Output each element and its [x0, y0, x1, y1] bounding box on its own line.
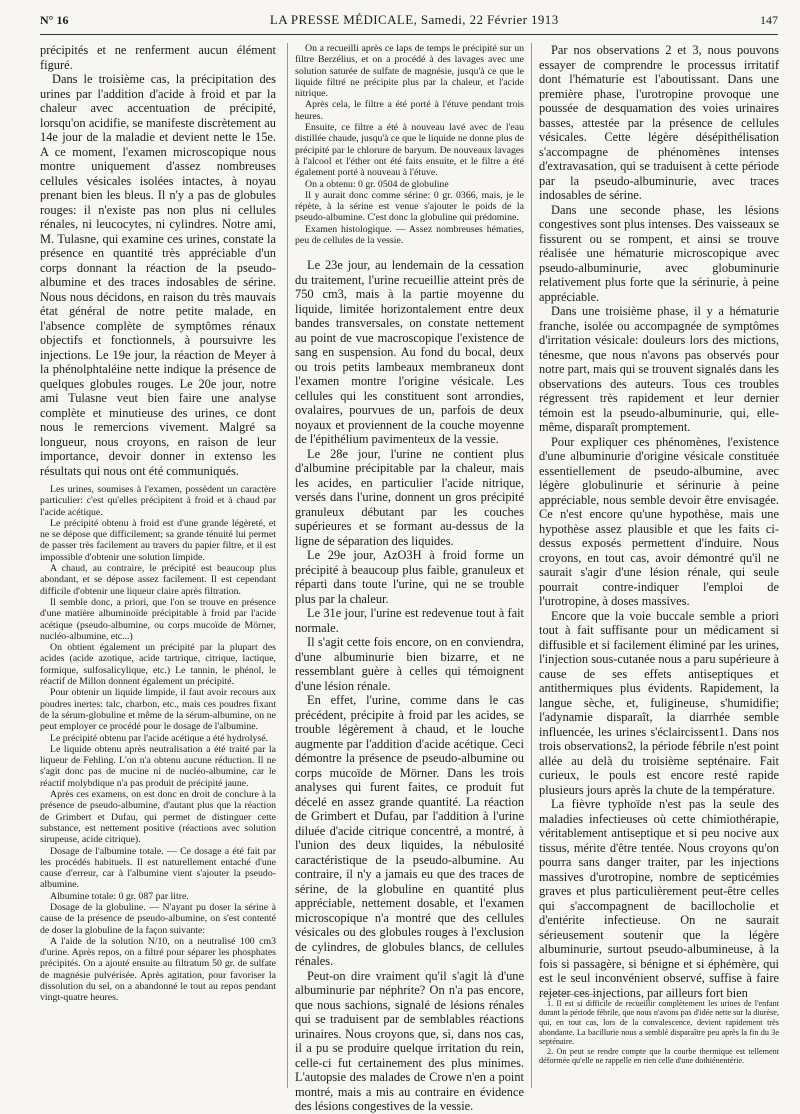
footnote: 1. Il est si difficile de recueillir complètement les urines de l'enfant durant la période fébrile, que nous n'avons pas d'idée nette sur la diurèse, qui, en tout cas, lors de la convalescence, devient rapidement très abondante. La bacillurie nous a semblé disparaître peu après la fin du 3e septénaire. [539, 998, 779, 1047]
footnote: 2. On peut se rendre compte que la courbe thermique est tellement déformée qu'elle ne rappelle en rien celle d'une dothiénentérie. [539, 1046, 779, 1066]
columns [40, 43, 779, 1114]
paragraph: Encore que la voie buccale semble a priori tout à fait suffisante pour un médicament si diffusible et si facilement éliminé par les urines, l'injection sous-cutanée nous a paru supérieure à cause de ses effets antiseptiques et antithermiques plus évidents. Rapidement, la langue sèche, et, fuligineuse, s'humidifie; l'adynamie disparaît, la diarrhée semble influencée, les urines s'éclaircissent1. Dans nos trois observations2, la période fébrile n'est point allée au delà du troisième septénaire. Fait curieux, le pouls est encore resté rapide plusieurs jours après la chute de la température. [539, 608, 779, 797]
small-paragraph: Après cela, le filtre a été porté à l'étuve pendant trois heures. [295, 99, 524, 122]
small-paragraph: Examen histologique. — Assez nombreuses hématies, peu de cellules de la vessie. [295, 223, 524, 247]
footnotes [539, 988, 779, 1066]
paragraph: Pour expliquer ces phénomènes, l'existence d'une albuminurie d'origine vésicale constituée essentiellement de pseudo-albumine, avec légère globulinurie et sérinurie à peine appréciable, nous semble devoir être envisagée. Ce n'est encore qu'une hypothèse, mais une hypothèse assez plausible et que les faits ci-dessus exposés permettent d'induire. Nous croyons, en tout cas, avoir démontré qu'il ne saurait s'agir d'une lésion rénale, qui seule pourrait contre-indiquer l'emploi de l'urotropine, à doses massives. [539, 434, 779, 608]
paragraph: Dans une troisième phase, il y a hématurie franche, isolée ou accompagnée de symptômes d'irritation vésicale: douleurs lors des mictions, ténesme, que nous n'avons pas observés pour notre part, mais qui se trouvent signalés dans les observations des auteurs. Tous ces troubles régressent très rapidement et leur dernier témoin est la pseudo-albuminurie, qui, elle-même, disparaît promptement. [539, 304, 779, 434]
small-paragraph: Ensuite, ce filtre a été à nouveau lavé avec de l'eau distillée chaude, jusqu'à ce que le liquide ne donne plus de précipité par le chlorure de baryum. De nouveaux lavages à l'alcool et l'éther ont été faits ensuite, et le filtre a été également porté à nouveau à l'étuve. [295, 122, 524, 179]
column-2 [287, 43, 524, 1114]
paragraph: En effet, l'urine, comme dans le cas précédent, précipite à froid par les acides, se trouble légèrement à chaud, et le louche augmente par l'addition d'acide acétique. Ceci démontre la présence de pseudo-albumine ou corps mucoïde de Mörner. Dans les trois analyses qui furent faites, ce produit fut décelé en assez grande quantité. La réaction de Grimbert et Dufau, par l'addition à l'urine diluée d'acide citrique concentré, a montré, à l'union des deux liquides, la nébulosité caractéristique de la pseudo-albumine. Au contraire, il n'y a jamais eu que des traces de sérine, de la globuline en quantité plus appréciable, nettement dosable, et l'examen microscopique n'a montré que des cellules vésicales ou des globules rouges à l'exclusion de cylindres, de globules blancs, de cellules rénales. [295, 693, 524, 969]
small-paragraph: Après ces examens, on est donc en droit de conclure à la présence de pseudo-albumine, d'autant plus que la réaction de Grimbert et Dufau, qui permet de distinguer cette substance, est nettement positive (réactions avec solution sirupeuse, acide citrique). [40, 789, 276, 846]
small-paragraph: A chaud, au contraire, le précipité est beaucoup plus abondant, et se dépose assez facilement. Il est cependant difficile d'obtenir une liqueur claire après filtration. [40, 563, 276, 597]
paragraph: Le 29e jour, AzO3H à froid forme un précipité à beaucoup plus faible, granuleux et réparti dans toute l'urine, qui ne se trouble plus par la chaleur. [295, 548, 524, 606]
paragraph: Par nos observations 2 et 3, nous pouvons essayer de comprendre le processus irritatif dont l'hématurie est l'aboutissant. Dans une première phase, l'urotropine provoque une poussée de desquamation des voies urinaires basses, attestée par la présence de cellules vésicales. Cette légère désépithélisation s'accompagne de phénomènes intenses d'extravasation, qui se traduisent à cette période par la pseudo-albuminurie, avec traces indosables de sérine. [539, 43, 779, 202]
lab-report-continued [295, 43, 524, 246]
small-paragraph: Dosage de la globuline. — N'ayant pu doser la sérine à cause de la présence de pseudo-albumine, on s'est contenté de doser la globuline de la façon suivante: [40, 901, 276, 936]
small-paragraph: Il semble donc, a priori, que l'on se trouve en présence d'une matière albuminoïde précipitable à froid par l'acide acétique (pseudo-albumine, ou corps mucoïde de Mörner, nucléo-albumine, etc...) [40, 596, 276, 642]
journal-title: LA PRESSE MÉDICALE, Samedi, 22 Février 1913 [269, 12, 559, 27]
small-paragraph: Le précipité obtenu par l'acide acétique a été hydrolysé. [50, 732, 269, 744]
paragraph: Le 23e jour, au lendemain de la cessation du traitement, l'urine recueillie atteint près de 750 cm3, mais à la partie moyenne du liquide, limitée horizontalement entre deux bandes transversales, on constate nettement au point de vue macroscopique l'existence de sang en suspension. Au fond du bocal, deux ou trois petits lambeaux membraneux dont l'examen montre l'origine vésicale. Les cellules qui les constituent sont arrondies, ovalaires, pourvues de un, parfois de deux noyaux et proviennent de la couche moyenne de l'épithélium pavimenteux de la vessie. [295, 258, 524, 447]
small-paragraph: A l'aide de la solution N/10, on a neutralisé 100 cm3 d'urine. Après repos, on a filtré pour séparer les phosphates précipités. On a ajouté ensuite au filtratum 50 gr. de sulfate de magnésie pulvérisée. Après agitation, pour favoriser la dissolution du sel, on a abandonné le tout au repos pendant vingt-quatre heures. [40, 935, 276, 1004]
small-paragraph: Albumine totale: 0 gr. 087 par litre. [50, 890, 189, 902]
footnote-divider [539, 994, 599, 995]
paragraph: Peut-on dire vraiment qu'il s'agit là d'une albuminurie par néphrite? On n'a pas encore, que nous sachions, signalé de lésions rénales qui se traduisent par de semblables réactions urinaires. Nous croyons que, si, dans nos cas, il a pu se produire quelque irritation du rein, celle-ci fut certainement des plus minimes. L'autopsie des malades de Crowe n'en a point montré, mais a mis au contraire en évidence des lésions congestives de la vessie. [295, 968, 524, 1114]
paragraph: Le 31e jour, l'urine est redevenue tout à fait normale. [295, 606, 524, 635]
small-paragraph: Il y aurait donc comme sérine: 0 gr. 0366, mais, je le répète, à la sérine est venue s'ajouter le poids de la pseudo-albumine. C'est donc la globuline qui prédomine. [295, 189, 524, 224]
small-paragraph: On a recueilli après ce laps de temps le précipité sur un filtre Berzélius, et on a procédé à des lavages avec une solution saturée de sulfate de magnésie, jusqu'à ce que le liquide filtré ne précipite plus par la chaleur, et l'acide nitrique. [295, 43, 524, 100]
page-number: 147 [760, 13, 778, 27]
paragraph: Le 28e jour, l'urine ne contient plus d'albumine précipitable par la chaleur, mais les acides, en particulier l'acide nitrique, versés dans l'urine, donnent un gros précipité granuleux débutant par les couches supérieures et se formant au-dessus de la ligne de séparation des liquides. [295, 446, 524, 548]
paragraph: Dans le troisième cas, la précipitation des urines par l'addition d'acide à froid et par la chaleur avec accentuation de précipité, lorsqu'on acidifie, se manifeste discrètement au 14e jour de la maladie et devient nette le 15e. A ce moment, l'examen microscopique nous montre uniquement d'assez nombreuses cellules vésicales isolées intactes, à noyau prenant bien les bleus. Il n'y a pas de globules rouges: il n'existe pas non plus ni cellules rénales, ni leucocytes, ni cylindres. Notre ami, M. Tulasne, qui examine ces urines, constate la présence en quantité très appréciable d'un corps donnant la réaction de la pseudo-albumine et des traces indosables de sérine. Nous nous décidons, en raison du très mauvais état général de notre petite malade, en l'absence complète de symptômes rénaux objectifs et fonctionnels, à poursuivre les injections. Le 19e jour, la réaction de Meyer à la phénolphtaléine nette indique la présence de quelques globules rouges. Le 20e jour, notre ami Tulasne veut bien faire une analyse complète et minutieuse des urines, ce dont nous le remercions vivement. Malgré sa longueur, nous croyons, en raison de leur importance, devoir donner in extenso les résultats qui nous ont été communiqués. [40, 72, 276, 478]
paragraph: précipités et ne renferment aucun élément figuré. [40, 43, 276, 72]
paragraph: Dans une seconde phase, les lésions congestives sont plus intenses. Des vaisseaux se fissurent ou se rompent, et ainsi se trouve réalisée une hématurie microscopique avec pseudo-albuminurie, avec globuminurie relativement plus forte que la sérinurie, à peine appréciable. [539, 202, 779, 304]
issue-number: N° 16 [40, 13, 69, 27]
lab-report [40, 484, 276, 1004]
small-paragraph: Le liquide obtenu après neutralisation a été traité par la liqueur de Fehling. L'on n'a obtenu aucune réduction. Il ne s'agit donc pas de mucine ni de nucléo-albumine, car le réactif molybdique n'a pas produit de précipité jaune. [40, 743, 276, 789]
small-paragraph: Dosage de l'albumine totale. — Ce dosage a été fait par les procédés habituels. Il est naturellement entaché d'une cause d'erreur, car à l'albumine vient s'ajouter la pseudo-albumine. [40, 845, 276, 891]
paragraph: La fièvre typhoïde n'est pas la seule des maladies infectieuses où cette chimiothérapie, véritablement antiseptique et si peu nocive aux tissus, mérite d'être tentée. Nous croyons qu'on pourra sans danger traiter, par les injections massives d'urotropine, nombre de septicémies graves et plus particulièrement peut-être celles qui s'accompagnent de bacillocholie et d'entérite infectieuse. On ne saurait sérieusement soutenir que la légère albuminurie, surtout pseudo-albumineuse, à la fois si passagère, si bénigne et si éphémère, qui est le seul inconvénient observé, suffise à faire rejeter ces injections, par ailleurs fort bien [539, 797, 779, 1000]
small-paragraph: Les urines, soumises à l'examen, possèdent un caractère particulier: c'est qu'elles précipitent à froid et à chaud par l'acide acétique. [40, 484, 276, 518]
paragraph: Il s'agit cette fois encore, on en conviendra, d'une albuminurie bien bizarre, et ne ressemblant guère à celles qui témoignent d'une lésion rénale. [295, 635, 524, 693]
small-paragraph: Pour obtenir un liquide limpide, il faut avoir recours aux poudres inertes: talc, charbon, etc., mais ces poudres fixant de la sérum-globuline et même de la sérum-albumine, on ne peut employer ce procédé pour le dosage de l'albumine. [40, 687, 276, 733]
small-paragraph: On a obtenu: 0 gr. 0504 de globuline [305, 178, 449, 190]
column-3 [531, 43, 779, 1088]
column-1 [40, 43, 276, 1088]
small-paragraph: On obtient également un précipité par la plupart des acides (acide azotique, acide tartrique, citrique, lactique, formique, sulfosalicylique, etc.) Le tannin, le phénol, le réactif de Millon donnent également un précipité. [40, 642, 276, 688]
small-paragraph: Le précipité obtenu à froid est d'une grande légèreté, et ne se dépose que difficilement; sa grande ténuité lui permet de passer très facilement au travers du papier filtre, et il est impossible d'obtenir une solution limpide. [40, 517, 276, 563]
page-header [40, 12, 778, 35]
